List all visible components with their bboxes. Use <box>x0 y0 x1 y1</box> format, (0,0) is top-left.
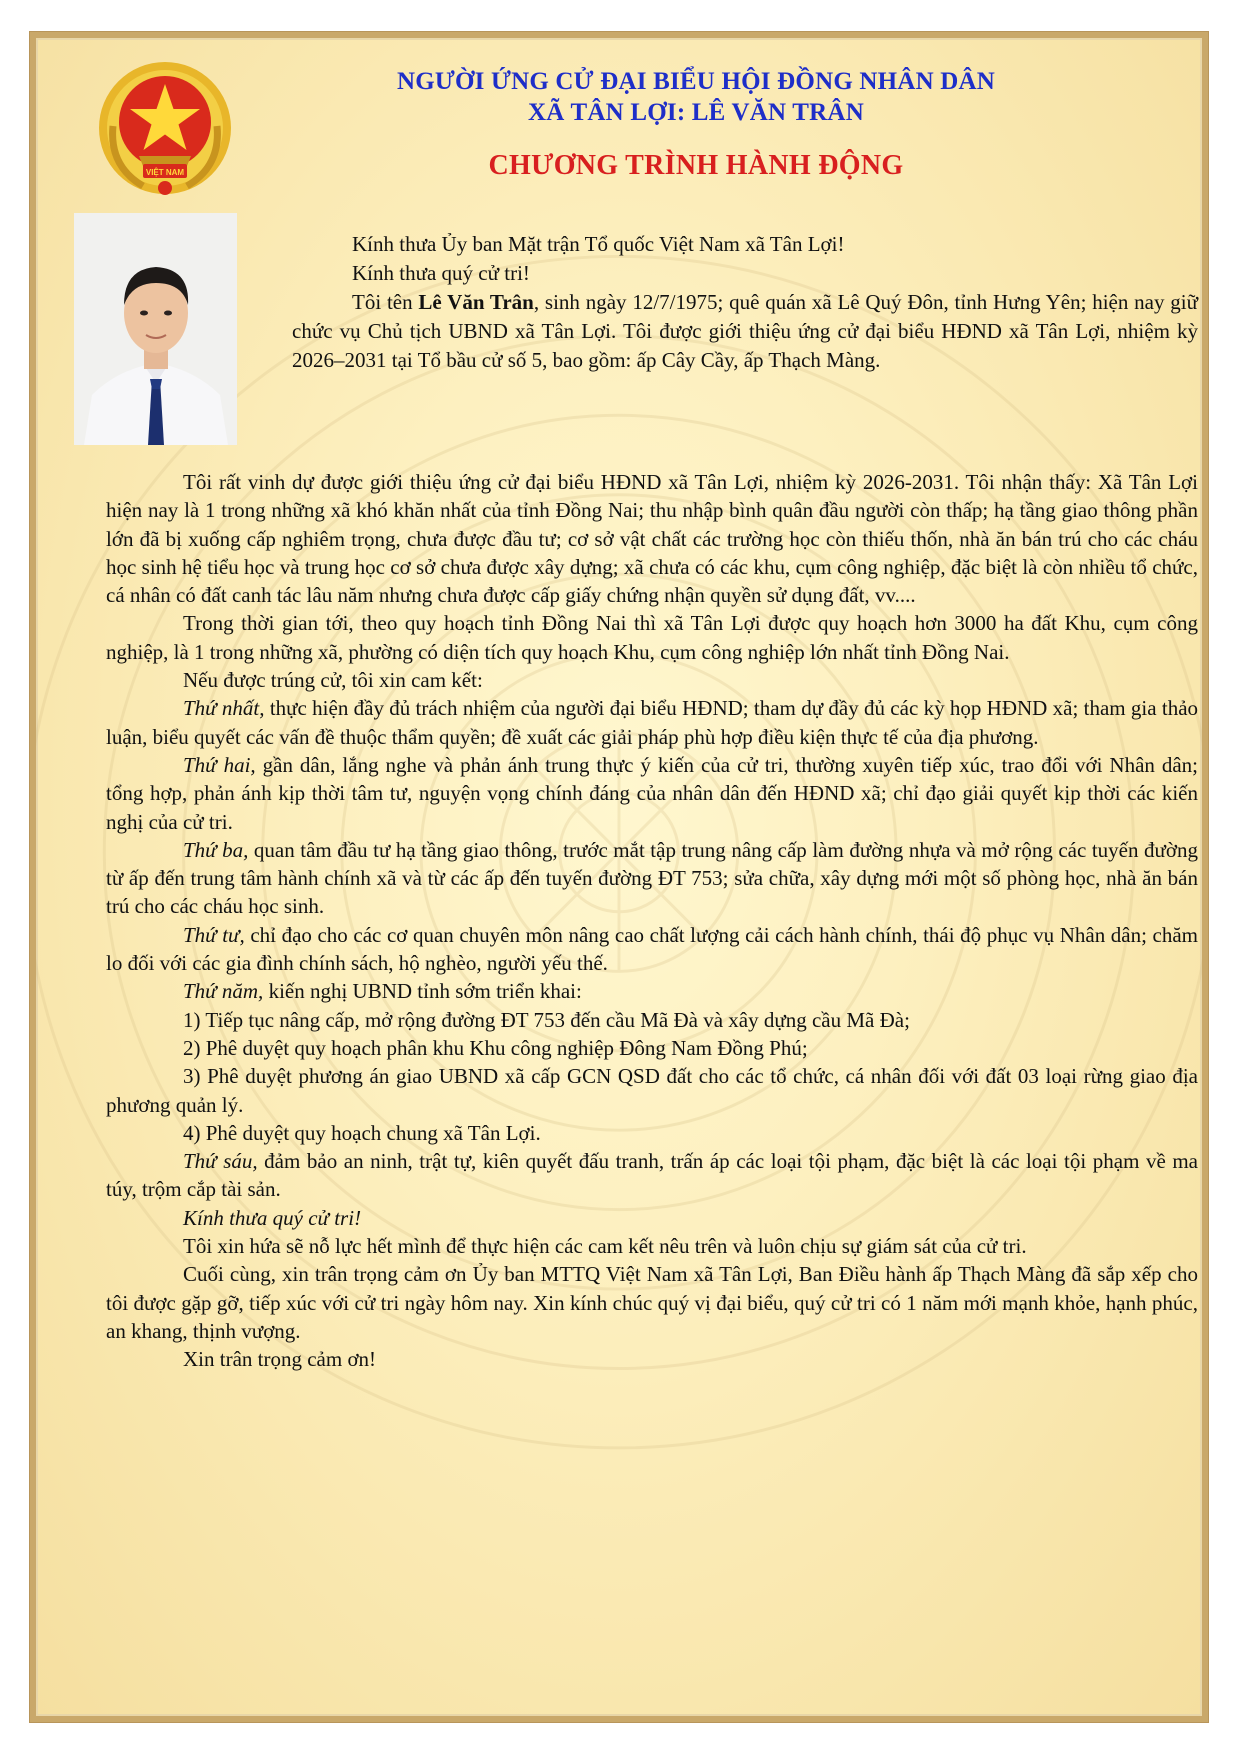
commitment-1: Thứ nhất, thực hiện đầy đủ trách nhiệm của người đại biểu HĐND; tham dự đầy đủ các kỳ họp HĐND xã; tham gia thảo luận, biểu quyết các vấn đề thuộc thẩm quyền; đề xuất các giải pháp phù hợp điều kiện thực tế của địa phương. <box>106 696 1199 749</box>
paragraph-situation: Tôi rất vinh dự được giới thiệu ứng cử đại biểu HĐND xã Tân Lợi, nhiệm kỳ 2026-2031. Tôi nhận thấy: Xã Tân Lợi hiện nay là 1 trong những xã khó khăn nhất của tỉnh Đồng Nai; thu nhập bình quân đầu người còn thấp; hạ tầng giao thông phần lớn đã bị xuống cấp nghiêm trọng, chưa được đầu tư; cơ sở vật chất các trường học còn thiếu thốn, nhà ăn bán trú cho các cháu học sinh hệ tiểu học và trung học cơ sở chưa được xây dựng; xã chưa có các khu, cụm công nghiệp, đặc biệt là còn nhiều tổ chức, cá nhân có đất canh tác lâu năm nhưng chưa được cấp giấy chứng nhận quyền sử dụng đất, vv.... <box>106 470 1198 608</box>
closing-promise: Tôi xin hứa sẽ nỗ lực hết mình để thực hiện các cam kết nêu trên và luôn chịu sự giám sát của cử tri. <box>183 1234 1027 1259</box>
emblem-text: VIỆT NAM <box>145 168 185 177</box>
commitment-2: Thứ hai, gần dân, lắng nghe và phản ánh trung thực ý kiến của cử tri, thường xuyên tiếp xúc, trao đổi với Nhân dân; tổng hợp, phản ánh kịp thời tâm tư, nguyện vọng chính đáng của nhân dân đến HĐND xã; chỉ đạo giải quyết kịp thời các kiến nghị của cử tri. <box>106 752 1198 834</box>
closing-thanks: Xin trân trọng cảm ơn! <box>183 1347 377 1372</box>
commitment-5: Thứ năm, kiến nghị UBND tỉnh sớm triển khai: <box>183 979 582 1004</box>
candidate-portrait <box>74 213 237 445</box>
header <box>306 66 1086 182</box>
national-emblem <box>91 56 239 206</box>
action-program-body <box>106 468 1198 1374</box>
candidate-intro: Tôi tên Lê Văn Trân, sinh ngày 12/7/1975; quê quán xã Lê Quý Đôn, tỉnh Hưng Yên; hiện nay giữ chức vụ Chủ tịch UBND xã Tân Lợi. Tôi được giới thiệu ứng cử đại biểu HĐND xã Tân Lợi, nhiệm kỳ 2026–2031 tại Tổ bầu cử số 5, bao gồm: ấp Cây Cầy, ấp Thạch Màng. <box>292 290 1198 372</box>
commitment-4: Thứ tư, chỉ đạo cho các cơ quan chuyên môn nâng cao chất lượng cải cách hành chính, thái độ phục vụ Nhân dân; chăm lo đối với các gia đình chính sách, hộ nghèo, người yếu thế. <box>106 922 1199 976</box>
paragraph-planning: Trong thời gian tới, theo quy hoạch tỉnh Đồng Nai thì xã Tân Lợi được quy hoạch hơn 3000 ha đất Khu, cụm công nghiệp, là 1 trong những xã, phường có diện tích quy hoạch Khu, cụm công nghiệp lớn nhất tỉnh Đồng Nai. <box>106 611 1198 664</box>
commitment-3: Thứ ba, quan tâm đầu tư hạ tầng giao thông, trước mắt tập trung nâng cấp làm đường nhựa và mở rộng các tuyến đường từ ấp đến trung tâm hành chính xã và từ các ấp đến tuyến đường ĐT 753; sửa chữa, xây dựng mới một số phòng học, nhà ăn bán trú cho các cháu học sinh. <box>106 837 1198 919</box>
proposal-2: 2) Phê duyệt quy hoạch phân khu Khu công nghiệp Đông Nam Đồng Phú; <box>183 1035 808 1060</box>
commitment-6: Thứ sáu, đảm bảo an ninh, trật tự, kiên quyết đấu tranh, trấn áp các loại tội phạm, đặc biệt là các loại tội phạm về ma túy, trộm cắp tài sản. <box>106 1149 1198 1202</box>
closing-greeting: Kính thưa quý cử tri! <box>183 1205 362 1230</box>
paragraph-commitment-intro: Nếu được trúng cử, tôi xin cam kết: <box>183 668 483 693</box>
proposal-4: 4) Phê duyệt quy hoạch chung xã Tân Lợi. <box>183 1120 541 1145</box>
header-line-2: XÃ TÂN LỢI: LÊ VĂN TRÂN <box>528 99 864 126</box>
proposal-3: 3) Phê duyệt phương án giao UBND xã cấp GCN QSD đất cho các tổ chức, cá nhân đối với đất 03 loại rừng giao địa phương quản lý. <box>106 1064 1198 1117</box>
intro-section <box>292 230 1198 375</box>
greeting-voters: Kính thưa quý cử tri! <box>352 261 530 285</box>
greeting-committee: Kính thưa Ủy ban Mặt trận Tổ quốc Việt Nam xã Tân Lợi! <box>352 232 845 256</box>
proposal-1: 1) Tiếp tục nâng cấp, mở rộng đường ĐT 753 đến cầu Mã Đà và xây dựng cầu Mã Đà; <box>183 1007 910 1032</box>
header-line-1: NGƯỜI ỨNG CỬ ĐẠI BIỂU HỘI ĐỒNG NHÂN DÂN <box>396 68 996 95</box>
closing-thanks-long: Cuối cùng, xin trân trọng cảm ơn Ủy ban MTTQ Việt Nam xã Tân Lợi, Ban Điều hành ấp Thạch Màng đã sắp xếp cho tôi được gặp gỡ, tiếp xúc với cử tri ngày hôm nay. Xin kính chúc quý vị đại biểu, quý cử tri có 1 năm mới mạnh khỏe, hạnh phúc, an khang, thịnh vượng. <box>106 1262 1198 1343</box>
page-title: CHƯƠNG TRÌNH HÀNH ĐỘNG <box>488 150 904 181</box>
candidate-name: Lê Văn Trân <box>418 290 534 314</box>
document-frame <box>30 32 1208 1722</box>
